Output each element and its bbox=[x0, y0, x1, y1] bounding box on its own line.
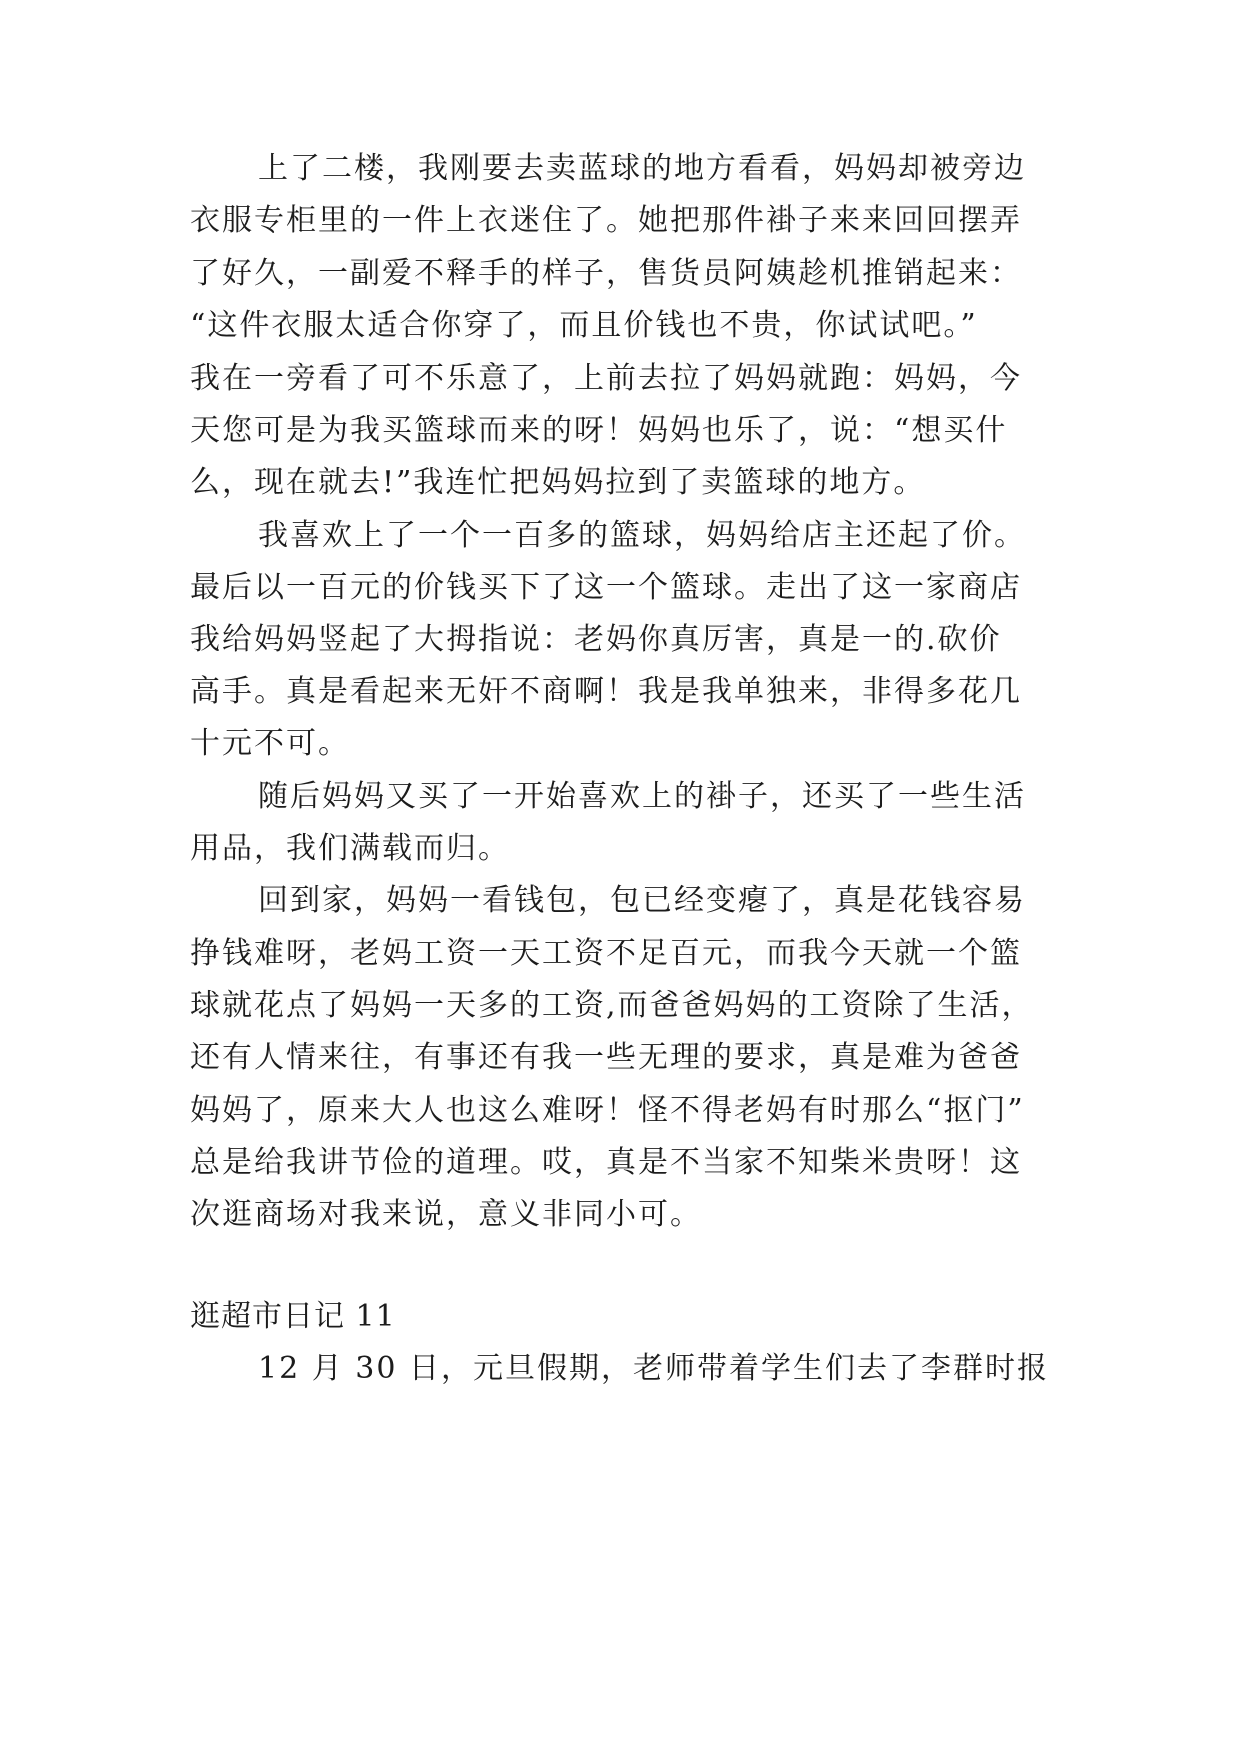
text-line: 十元不可。 bbox=[190, 726, 350, 761]
section-heading: 逛超市日记 11 bbox=[190, 1299, 396, 1334]
text-line: 我喜欢上了一个一百多的篮球，妈妈给店主还起了价。 bbox=[258, 518, 1026, 553]
text-line: 了好久，一副爱不释手的样子，售货员阿姨趁机推销起来： bbox=[190, 256, 1022, 291]
text-line: 随后妈妈又买了一开始喜欢上的褂子，还买了一些生活 bbox=[258, 779, 1026, 814]
text-line: 么，现在就去!”我连忙把妈妈拉到了卖篮球的地方。 bbox=[190, 465, 926, 500]
text-line: 最后以一百元的价钱买下了这一个篮球。走出了这一家商店 bbox=[190, 570, 1022, 605]
text-line: 总是给我讲节俭的道理。哎，真是不当家不知柴米贵呀！这 bbox=[190, 1145, 1022, 1180]
text-line: 衣服专柜里的一件上衣迷住了。她把那件褂子来来回回摆弄 bbox=[190, 203, 1022, 238]
text-line: 妈妈了，原来大人也这么难呀！怪不得老妈有时那么“抠门” bbox=[190, 1093, 1025, 1128]
text-line: 上了二楼，我刚要去卖蓝球的地方看看，妈妈却被旁边 bbox=[258, 151, 1026, 186]
text-line: 回到家，妈妈一看钱包，包已经变瘪了，真是花钱容易 bbox=[258, 883, 1026, 918]
text-line: 球就花点了妈妈一天多的工资,而爸爸妈妈的工资除了生活， bbox=[190, 988, 1034, 1023]
text-line: 12 月 30 日，元旦假期，老师带着学生们去了李群时报 bbox=[258, 1351, 1049, 1386]
text-line: 用品，我们满载而归。 bbox=[190, 831, 510, 866]
text-line: 我给妈妈竖起了大拇指说：老妈你真厉害，真是一的.砍价 bbox=[190, 622, 1002, 657]
text-line: 天您可是为我买篮球而来的呀！妈妈也乐了，说：“想买什 bbox=[190, 413, 1008, 448]
text-line: 挣钱难呀，老妈工资一天工资不足百元，而我今天就一个篮 bbox=[190, 936, 1022, 971]
text-line: 我在一旁看了可不乐意了，上前去拉了妈妈就跑：妈妈，今 bbox=[190, 361, 1022, 396]
text-line: “这件衣服太适合你穿了，而且价钱也不贵，你试试吧。” bbox=[190, 308, 978, 343]
text-line: 还有人情来往，有事还有我一些无理的要求，真是难为爸爸 bbox=[190, 1040, 1022, 1075]
text-line: 高手。真是看起来无奸不商啊！我是我单独来，非得多花几 bbox=[190, 674, 1022, 709]
text-line: 次逛商场对我来说，意义非同小可。 bbox=[190, 1197, 702, 1232]
